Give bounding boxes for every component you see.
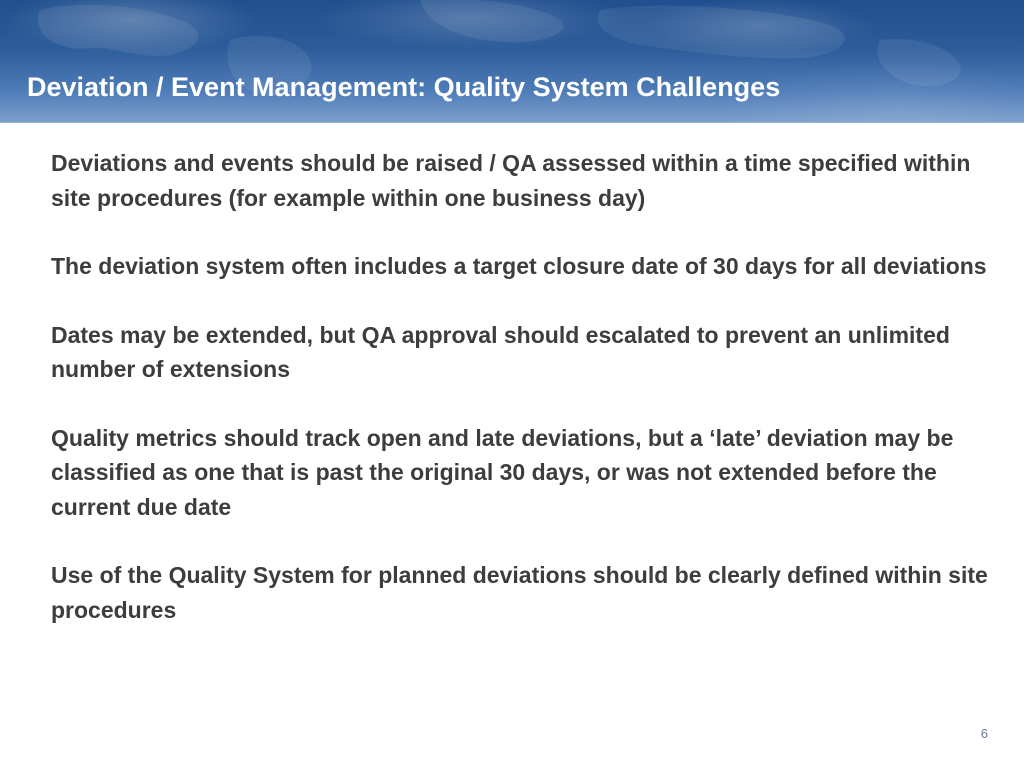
header-banner	[0, 0, 1024, 123]
list-item: Use of the Quality System for planned deviations should be clearly defined within site procedures	[51, 562, 988, 623]
bullet-list	[51, 146, 1001, 627]
list-item: Dates may be extended, but QA approval should escalated to prevent an unlimited number of extensions	[51, 321, 950, 382]
list-item: Deviations and events should be raised / QA assessed within a time specified within site procedures (for example within one business day)	[51, 150, 971, 211]
list-item: Quality metrics should track open and late deviations, but a ‘late’ deviation may be classified as one that is past the original 30 days, or was not extended before the current due date	[51, 424, 954, 520]
page-number: 6	[980, 726, 988, 741]
slide-title: Deviation / Event Management: Quality System Challenges	[27, 72, 781, 102]
list-item: The deviation system often includes a target closure date of 30 days for all deviations	[51, 253, 987, 279]
